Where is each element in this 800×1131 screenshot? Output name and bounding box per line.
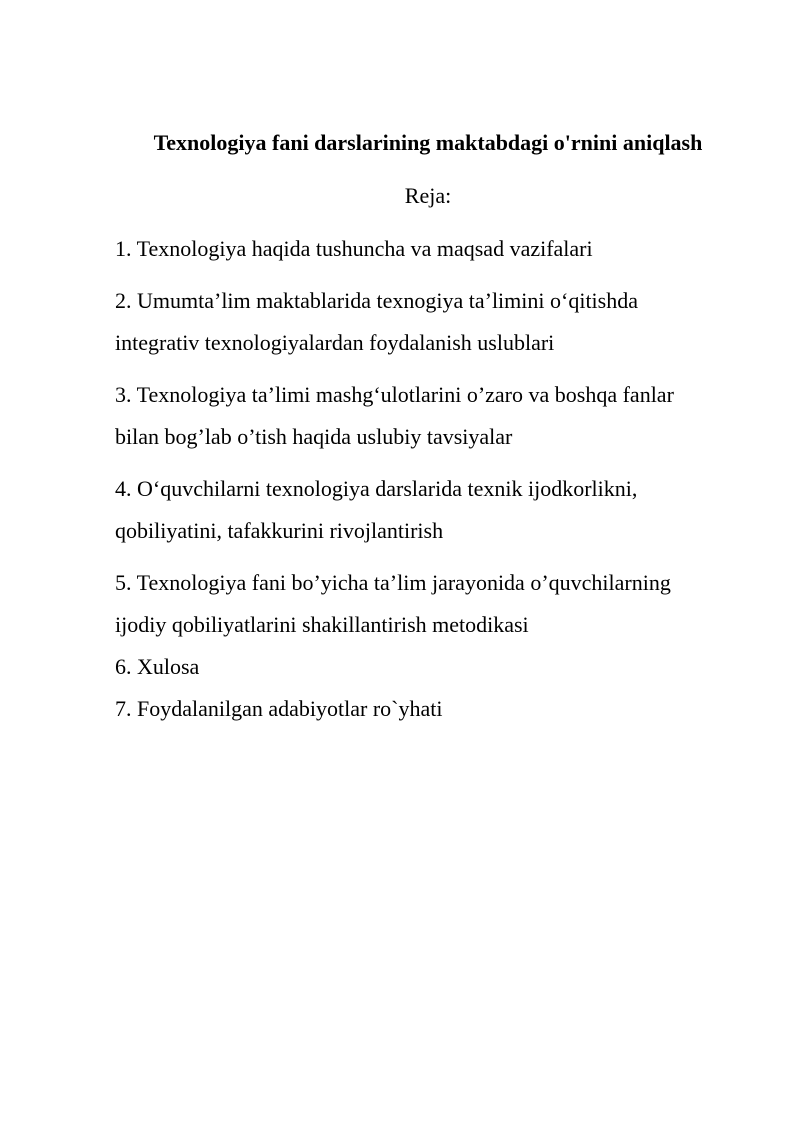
plan-item-line: 6. Xulosa bbox=[115, 654, 200, 679]
plan-item-6 bbox=[115, 652, 755, 682]
plan-item-5 bbox=[115, 568, 755, 652]
plan-item-1 bbox=[115, 234, 755, 264]
plan-item-7 bbox=[115, 694, 755, 724]
plan-item-line: ijodiy qobiliyatlarini shakillantirish metodikasi bbox=[115, 612, 529, 637]
plan-item-2 bbox=[115, 286, 755, 370]
plan-item-line: qobiliyatini, tafakkurini rivojlantirish bbox=[115, 518, 444, 543]
plan-item-line: 2. Umumta’lim maktablarida texnogiya ta’limini o‘qitishda bbox=[115, 288, 638, 313]
plan-item-line: 7. Foydalanilgan adabiyotlar ro`yhati bbox=[115, 696, 443, 721]
plan-item-line: 5. Texnologiya fani bo’yicha ta’lim jarayonida o’quvchilarning bbox=[115, 570, 671, 595]
plan-item-line: 4. O‘quvchilarni texnologiya darslarida texnik ijodkorlikni, bbox=[115, 476, 638, 501]
plan-item-4 bbox=[115, 474, 755, 558]
plan-item-line: integrativ texnologiyalardan foydalanish uslublari bbox=[115, 330, 555, 355]
document-title: Texnologiya fani darslarining maktabdagi o'rnini aniqlash bbox=[153, 130, 703, 155]
plan-item-line: 3. Texnologiya ta’limi mashg‘ulotlarini o’zaro va boshqa fanlar bbox=[115, 382, 674, 407]
plan-item-line: 1. Texnologiya haqida tushuncha va maqsad vazifalari bbox=[115, 236, 593, 261]
plan-heading: Reja: bbox=[404, 183, 452, 208]
plan-item-3 bbox=[115, 380, 755, 464]
plan-item-line: bilan bog’lab o’tish haqida uslubiy tavsiyalar bbox=[115, 424, 513, 449]
